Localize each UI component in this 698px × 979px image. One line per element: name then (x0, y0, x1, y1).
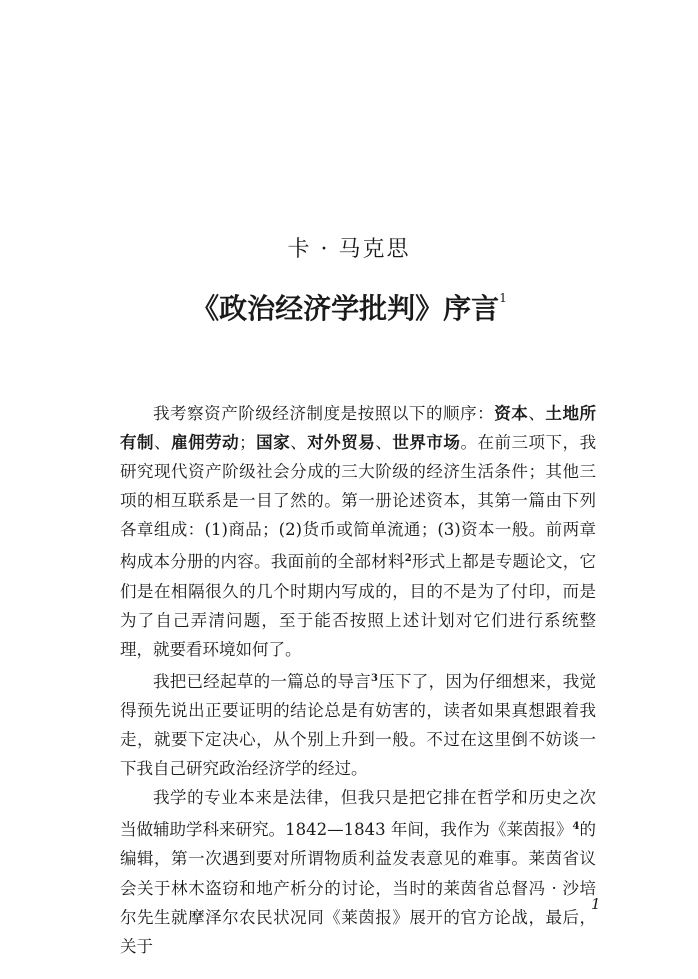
chapter-title-text: 《政治经济学批判》序言 (191, 292, 500, 325)
footnote-marker: 4 (572, 821, 580, 833)
text-run: 、 (154, 433, 172, 453)
bold-term: 土地所有制 (120, 404, 597, 453)
text-run: 、 (290, 433, 308, 453)
author-name: 卡 · 马克思 (287, 237, 411, 262)
chapter-title (0, 287, 698, 327)
paragraph (120, 664, 596, 783)
text-run: 形式上都是专题论文，它们是在相隔很久的几个时期内写成的，目的不是为了付印，而是为了自己弄清问题，至于能否按照上述计划对它们进行系统整理，就要看环境如何了。 (120, 552, 597, 659)
paragraph (120, 783, 596, 961)
paragraph (120, 399, 596, 664)
text-run: 我考察资产阶级经济制度是按照以下的顺序： (153, 404, 495, 423)
footnote-marker: 2 (404, 553, 412, 565)
body-text (120, 399, 596, 961)
bold-term: 对外贸易 (307, 433, 376, 453)
text-run: 我把已经起草的一篇总的导言 (153, 671, 372, 691)
bold-term: 资本 (494, 404, 529, 423)
text-run: 的编辑，第一次遇到要对所谓物质利益发表意见的难事。莱茵省议会关于林木盗窃和地产析分的讨论，当时的莱茵省总督冯 · 沙培尔先生就摩泽尔农民状况同《莱茵报》展开的官方论战，最后，关于 (120, 820, 596, 956)
text-run: 、 (528, 404, 546, 423)
text-run: ； (239, 433, 256, 453)
page-number: 1 (591, 895, 601, 913)
text-run: 压下了，因为仔细想来，我觉得预先说出正要证明的结论总是有妨害的，读者如果真想跟着我走，就要下定决心，从个别上升到一般。不过在这里倒不妨谈一下我自己研究政治经济学的经过。 (120, 671, 597, 779)
text-run: 我学的专业本来是法律，但我只是把它排在哲学和历史之次当做辅助学科来研究。1842—1843 年间，我作为《莱茵报》 (120, 788, 596, 840)
text-run: 。在前三项下，我研究现代资产阶级社会分成的三大阶级的经济生活条件；其他三项的相互联系是一目了然的。第一册论述资本，其第一篇由下列各章组成：(1)商品；(2)货币或简单流通；(3)资本一般。前两章构成本分册的内容。我面前的全部材料 (120, 433, 597, 572)
footnote-marker: 3 (371, 672, 378, 684)
text-run: 、 (375, 433, 393, 453)
title-footnote-marker: 1 (499, 291, 507, 305)
bold-term: 雇佣劳动 (171, 433, 240, 453)
bold-term: 世界市场 (392, 433, 461, 453)
bold-term: 国家 (255, 433, 291, 453)
